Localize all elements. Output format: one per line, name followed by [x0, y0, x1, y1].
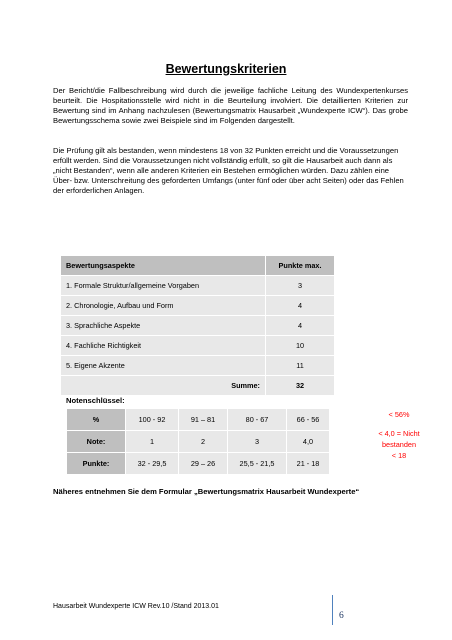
table-row [61, 356, 335, 376]
fail-note-grade [368, 429, 430, 449]
fail-notes [368, 408, 430, 462]
table-header-row [61, 256, 335, 276]
table-row [61, 316, 335, 336]
row-head: % [67, 409, 126, 431]
grade-cell: 21 - 18 [287, 453, 330, 475]
table-row [61, 276, 335, 296]
footer-divider [332, 595, 333, 625]
table-row [61, 336, 335, 356]
header-points: Punkte max. [266, 256, 335, 276]
grade-cell: 32 - 29,5 [126, 453, 179, 475]
page-number: 6 [339, 611, 344, 621]
aspect-label: 4. Fachliche Richtigkeit [61, 336, 266, 356]
table-row [67, 431, 330, 453]
grade-cell: 1 [126, 431, 179, 453]
sum-value: 32 [266, 376, 335, 396]
info-line: Näheres entnehmen Sie dem Formular „Bewertungsmatrix Hausarbeit Wundexperte“ [53, 487, 360, 496]
intro-paragraph: Der Bericht/die Fallbeschreibung wird durch die jeweilige fachliche Leitung des Wundexpertenkurses beurteilt. Die Hospitationsstelle wird nicht in die Beurteilung involviert. Die detaillierten Kriterien zur Bewertung sind im Anhang nachzulesen (Bewertungsmatrix Hausarbeit „Wundexperte ICW“). Das grobe Bewertungsschema sowie zwei Beispiele sind im Folgenden dargestellt. [53, 86, 408, 125]
header-aspect: Bewertungsaspekte [61, 256, 266, 276]
grade-cell: 3 [228, 431, 287, 453]
aspect-label: 2. Chronologie, Aufbau und Form [61, 296, 266, 316]
aspect-points: 11 [266, 356, 335, 376]
row-head: Note: [67, 431, 126, 453]
grade-cell: 80 - 67 [228, 409, 287, 431]
table-row [67, 409, 330, 431]
page-title: Bewertungskriterien [165, 62, 287, 76]
aspect-label: 1. Formale Struktur/allgemeine Vorgaben [61, 276, 266, 296]
table-row [67, 453, 330, 475]
aspect-label: 3. Sprachliche Aspekte [61, 316, 266, 336]
aspect-points: 4 [266, 296, 335, 316]
fail-note-grade-line1: < 4,0 = Nicht [378, 429, 420, 438]
grade-key-label: Notenschlüssel: [66, 396, 125, 405]
grade-cell: 91 – 81 [179, 409, 228, 431]
aspect-points: 4 [266, 316, 335, 336]
aspect-label: 5. Eigene Akzente [61, 356, 266, 376]
grade-key-table [66, 408, 330, 475]
aspect-points: 3 [266, 276, 335, 296]
fail-note-grade-line2: bestanden [381, 440, 417, 449]
table-row [61, 296, 335, 316]
grade-cell: 2 [179, 431, 228, 453]
pass-criteria-paragraph: Die Prüfung gilt als bestanden, wenn mindestens 18 von 32 Punkten erreicht und die Voraussetzungen erfüllt werden. Sind die Voraussetzungen nicht vollständig erfüllt, so gilt die Hausarbeit auch dann als „nicht Bestanden“, wenn alle anderen Kriterien ein Bestehen ermöglichen würden. Dazu zählen eine Über- bzw. Unterschreitung des geforderten Umfangs (unter fünf oder über acht Seiten) oder das Fehlen der erforderlichen Anlagen. [53, 146, 404, 195]
grade-cell: 29 – 26 [179, 453, 228, 475]
sum-label: Summe: [61, 376, 266, 396]
grade-cell: 100 - 92 [126, 409, 179, 431]
fail-note-points: < 18 [391, 451, 407, 460]
grade-cell: 66 - 56 [287, 409, 330, 431]
fail-note-percent: < 56% [388, 410, 410, 419]
assessment-aspects-table [60, 255, 335, 396]
sum-row [61, 376, 335, 396]
grade-cell: 25,5 - 21,5 [228, 453, 287, 475]
grade-cell: 4,0 [287, 431, 330, 453]
footer-text: Hausarbeit Wundexperte ICW Rev.10 /Stand 2013.01 [53, 603, 219, 610]
row-head: Punkte: [67, 453, 126, 475]
aspect-points: 10 [266, 336, 335, 356]
